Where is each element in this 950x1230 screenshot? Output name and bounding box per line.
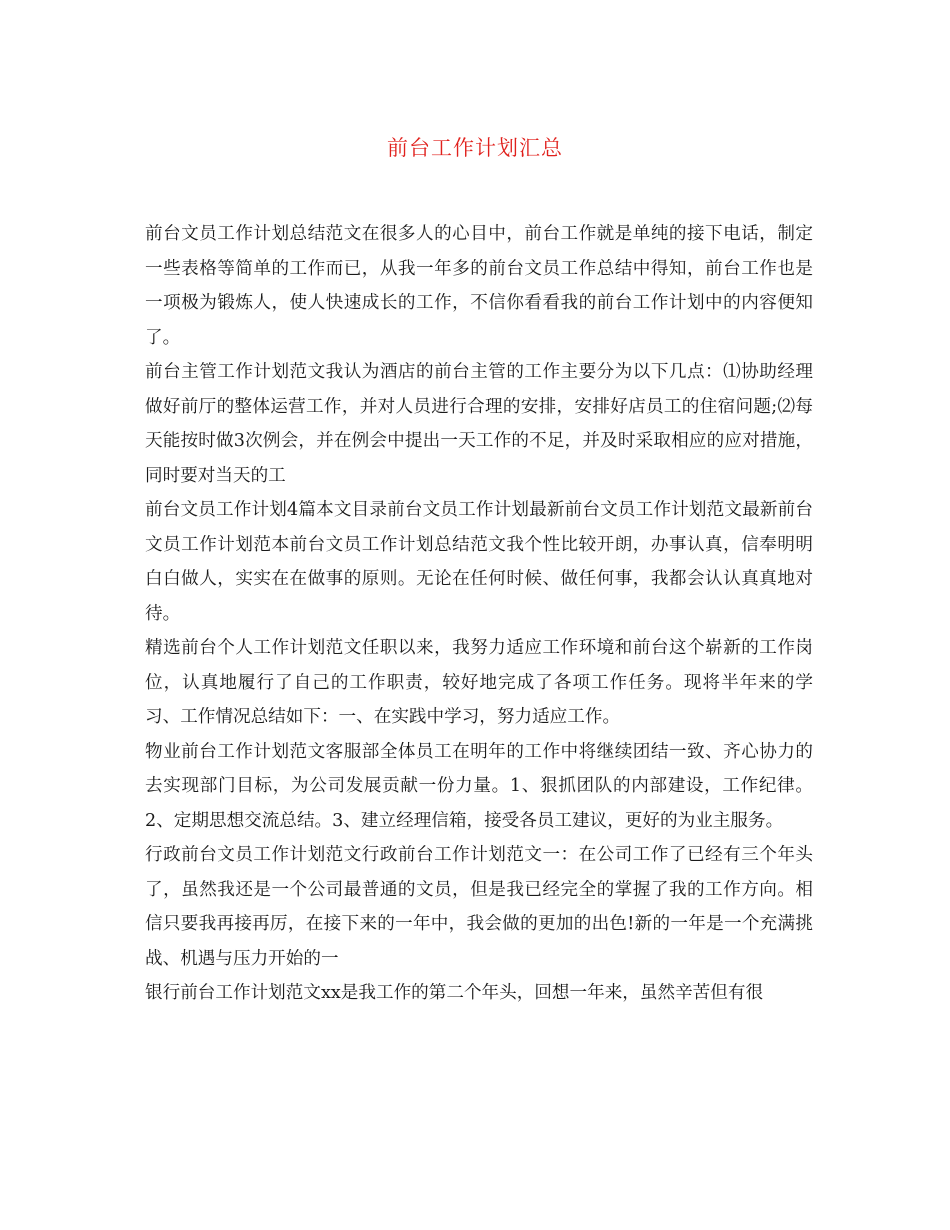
paragraph-5: 物业前台工作计划范文客服部全体员工在明年的工作中将继续团结一致、齐心协力的去实现部门目标，为公司发展贡献一份力量。1、狠抓团队的内部建设，工作纪律。2、定期思想交流总结。3、建立经理信箱，接受各员工建议，更好的为业主服务。 <box>145 741 813 831</box>
paragraph-1: 前台文员工作计划总结范文在很多人的心目中，前台工作就是单纯的接下电话，制定一些表格等简单的工作而已，从我一年多的前台文员工作总结中得知，前台工作也是一项极为锻炼人，使人快速成长的工作，不信你看看我的前台工作计划中的内容便知了。 <box>145 224 813 348</box>
paragraph-6: 行政前台文员工作计划范文行政前台工作计划范文一：在公司工作了已经有三个年头了，虽然我还是一个公司最普通的文员，但是我已经完全的掌握了我的工作方向。相信只要我再接再厉，在接下来的一年中，我会做的更加的出色!新的一年是一个充满挑战、机遇与压力开始的一 <box>145 845 813 969</box>
paragraph-2: 前台主管工作计划范文我认为酒店的前台主管的工作主要分为以下几点：⑴协助经理做好前厅的整体运营工作，并对人员进行合理的安排，安排好店员工的住宿问题;⑵每天能按时做3次例会，并在例会中提出一天工作的不足，并及时采取相应的应对措施，同时要对当天的工 <box>145 362 813 486</box>
document-title: 前台工作计划汇总 <box>387 136 563 160</box>
paragraph-4: 精选前台个人工作计划范文任职以来，我努力适应工作环境和前台这个崭新的工作岗位，认真地履行了自己的工作职责，较好地完成了各项工作任务。现将半年来的学习、工作情况总结如下：一、在实践中学习，努力适应工作。 <box>145 638 813 727</box>
document-body <box>145 217 813 1011</box>
paragraph-3: 前台文员工作计划4篇本文目录前台文员工作计划最新前台文员工作计划范文最新前台文员工作计划范本前台文员工作计划总结范文我个性比较开朗，办事认真，信奉明明白白做人，实实在在做事的原则。无论在任何时候、做任何事，我都会认认真真地对待。 <box>145 500 813 624</box>
paragraph-7: 银行前台工作计划范文xx是我工作的第二个年头，回想一年来，虽然辛苦但有很 <box>145 983 764 1003</box>
